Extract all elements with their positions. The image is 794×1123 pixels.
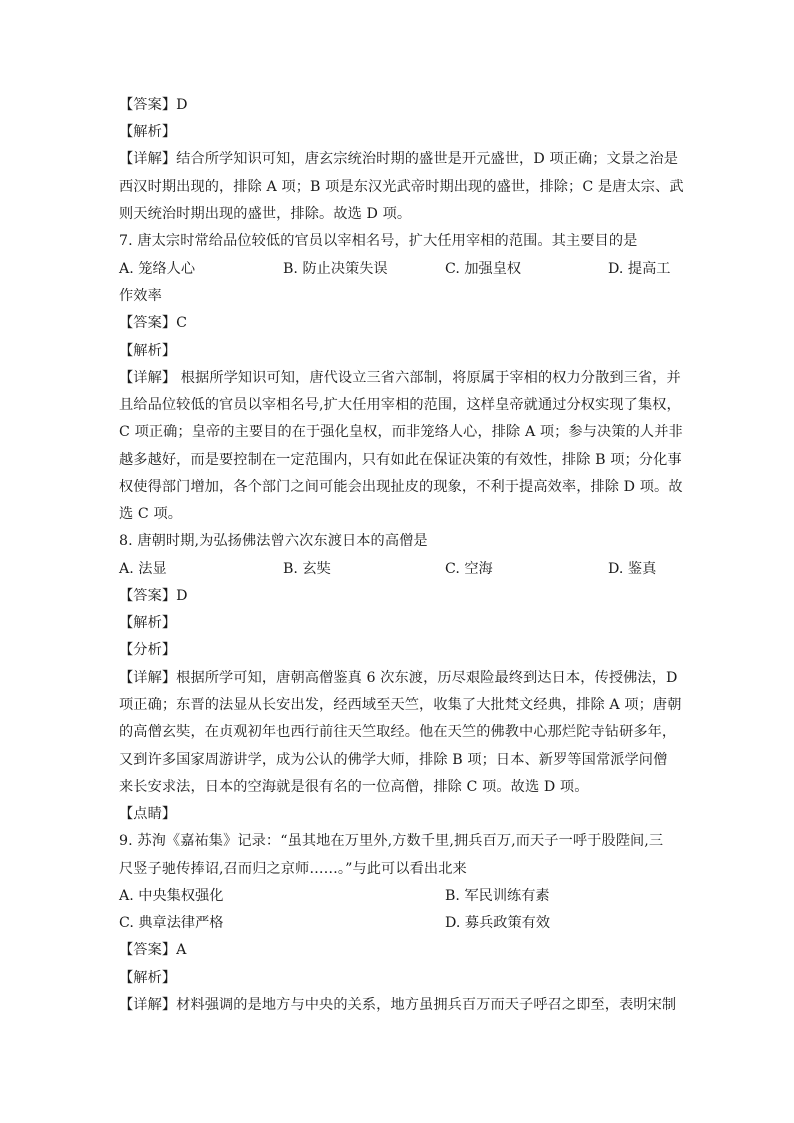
detail-line: 【详解】材料强调的是地方与中央的关系，地方虽拥兵百万而天子呼召之即至，表明宋制 (119, 997, 677, 1013)
detail-line: 【详解】 根据所学知识可知，唐代设立三省六部制，将原属于宰相的权力分散到三省，并 (119, 370, 681, 386)
q9-option-c: C. 典章法律严格 (119, 915, 224, 931)
q9-option-d: D. 募兵政策有效 (445, 915, 551, 931)
answer-label: 【答案】D (119, 97, 188, 113)
q7-option-b: B. 防止决策失误 (283, 261, 388, 277)
answer-label: 【答案】C (119, 315, 188, 331)
detail-line: 权使得部门增加，各个部门之间可能会出现扯皮的现象，不利于提高效率，排除 D 项。故 (119, 479, 683, 495)
q8-option-b: B. 玄奘 (283, 561, 331, 577)
detail-line: 【详解】根据所学可知，唐朝高僧鉴真 6 次东渡，历尽艰险最终到达日本，传授佛法，D (119, 670, 678, 686)
detail-line: 【详解】结合所学知识可知，唐玄宗统治时期的盛世是开元盛世，D 项正确；文景之治是 (119, 151, 679, 167)
question-9-stem: 尺竖子驰传捧诏,召而归之京师……。”与此可以看出北来 (119, 861, 467, 877)
analysis-label: 【解析】 (119, 970, 177, 986)
fenxi-label: 【分析】 (119, 642, 177, 658)
detail-line: C 项正确；皇帝的主要目的在于强化皇权，而非笼络人心，排除 A 项；参与决策的人并非 (119, 424, 683, 440)
q8-option-c: C. 空海 (445, 561, 493, 577)
q7-option-c: C. 加强皇权 (445, 261, 522, 277)
question-8-stem: 8. 唐朝时期,为弘扬佛法曾六次东渡日本的高僧是 (119, 533, 428, 549)
detail-line: 的高僧玄奘，在贞观初年也西行前往天竺取经。他在天竺的佛教中心那烂陀寺钻研多年， (119, 724, 677, 740)
detail-line: 西汉时期出现的，排除 A 项；B 项是东汉光武帝时期出现的盛世，排除；C 是唐太宗、武 (119, 179, 684, 195)
detail-line: 项正确；东晋的法显从长安出发，经西域至天竺，收集了大批梵文经典，排除 A 项；唐朝 (119, 697, 682, 713)
question-7-stem: 7. 唐太宗时常给品位较低的官员以宰相名号，扩大任用宰相的范围。其主要目的是 (119, 233, 638, 249)
q7-option-a: A. 笼络人心 (119, 261, 196, 277)
answer-label: 【答案】A (119, 942, 187, 958)
detail-line: 又到许多国家周游讲学，成为公认的佛学大师，排除 B 项；日本、新罗等国常派学问僧 (119, 752, 668, 768)
question-9-stem: 9. 苏洵《嘉祐集》记录：“虽其地在万里外,方数千里,拥兵百万,而天子一呼于股陛间,三 (119, 833, 664, 849)
q7-option-d-wrap: 作效率 (119, 288, 162, 304)
analysis-label: 【解析】 (119, 615, 177, 631)
analysis-label: 【解析】 (119, 343, 177, 359)
detail-line: 选 C 项。 (119, 506, 183, 522)
q9-option-b: B. 军民训练有素 (445, 888, 550, 904)
answer-label: 【答案】D (119, 588, 188, 604)
detail-line: 来长安求法，日本的空海就是很有名的一位高僧，排除 C 项。故选 D 项。 (119, 779, 589, 795)
analysis-label: 【解析】 (119, 124, 177, 140)
detail-line: 则天统治时期出现的盛世，排除。故选 D 项。 (119, 206, 412, 222)
dianjing-label: 【点睛】 (119, 806, 177, 822)
q8-option-a: A. 法显 (119, 561, 167, 577)
q7-option-d: D. 提高工 (608, 261, 671, 277)
detail-line: 且给品位较低的官员以宰相名号,扩大任用宰相的范围，这样皇帝就通过分权实现了集权， (119, 397, 681, 413)
detail-line: 越多越好，而是要控制在一定范围内，只有如此在保证决策的有效性，排除 B 项；分化事 (119, 452, 682, 468)
q9-option-a: A. 中央集权强化 (119, 888, 224, 904)
q8-option-d: D. 鉴真 (608, 561, 657, 577)
